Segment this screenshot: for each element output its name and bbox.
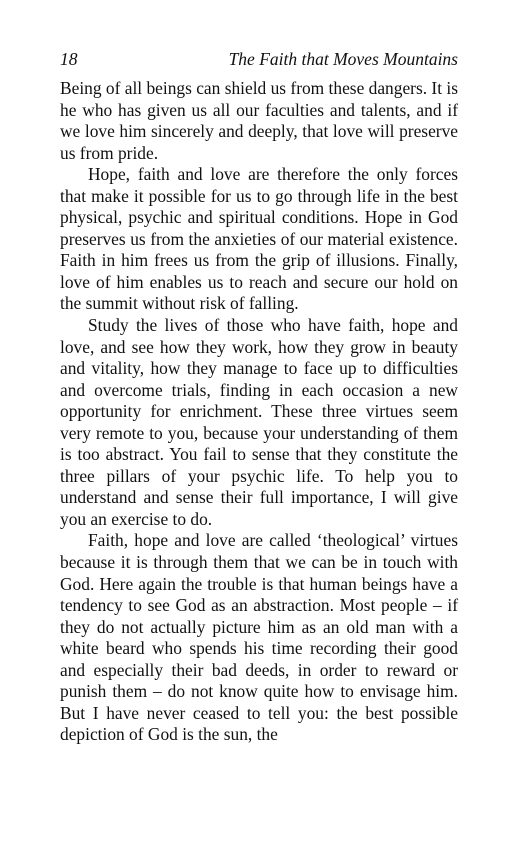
- page-number: 18: [60, 49, 78, 69]
- paragraph-continued: Being of all beings can shield us from these dangers. It is he who has given us all our faculties and talents, and if we love him sincerely and deeply, that love will preserve us from pride.: [60, 78, 458, 163]
- paragraph: Hope, faith and love are therefore the only forces that make it possible for us to go through life in the best physical, psychic and spiritual conditions. Hope in God preserves us from the anxieties of our material existence. Faith in him frees us from the grip of illusions. Finally, love of him enables us to reach and secure our hold on the summit without risk of falling.: [60, 164, 458, 314]
- body-text: [60, 78, 458, 746]
- book-page: [60, 48, 458, 746]
- paragraph: Study the lives of those who have faith, hope and love, and see how they work, how they grow in beauty and vitality, how they manage to face up to difficulties and overcome trials, finding in each occasion a new opportunity for enrichment. These three virtues seem very remote to you, because your understanding of them is too abstract. You fail to sense that they constitute the three pillars of your psychic life. To help you to understand and sense their full importance, I will give you an exercise to do.: [60, 315, 458, 529]
- running-header: [60, 48, 458, 70]
- paragraph: Faith, hope and love are called ‘theological’ virtues because it is through them that we can be in touch with God. Here again the trouble is that human beings have a tendency to see God as an abstraction. Most people – if they do not actually picture him as an old man with a white beard who spends his time recording their good and especially their bad deeds, in order to reward or punish them – do not know quite how to envisage him. But I have never ceased to tell you: the best possible depiction of God is the sun, the: [60, 530, 458, 745]
- running-title: The Faith that Moves Mountains: [228, 49, 458, 69]
